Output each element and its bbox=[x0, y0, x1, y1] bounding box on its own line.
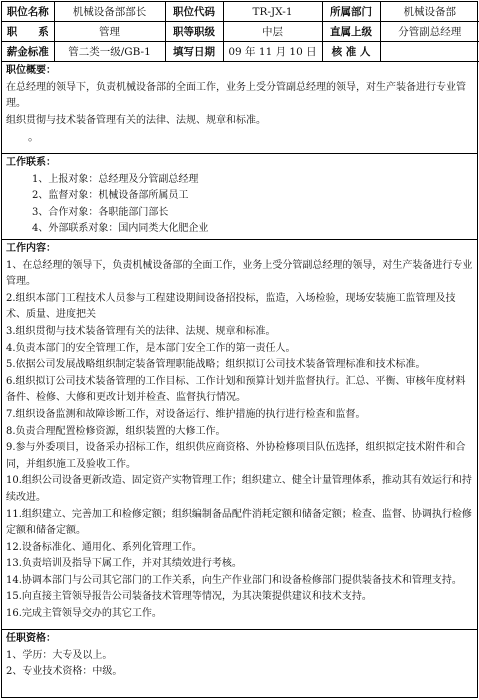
salary-label: 薪金标准 bbox=[2, 42, 54, 62]
grade-label: 职等职级 bbox=[165, 22, 223, 42]
qualifications-title: 任职资格： bbox=[6, 633, 56, 644]
overview-paragraph: 在总经理的领导下，负责机械设备部的全面工作，业务上受分管副总经理的领导，对生产装备进行专业管理。 bbox=[6, 81, 466, 110]
overview-title: 职位概要： bbox=[6, 65, 56, 76]
qualifications-section bbox=[2, 629, 477, 699]
header-row-3 bbox=[2, 42, 479, 62]
duty-item: 5.依据公司发展战略组织制定装备管理职能战略；组织拟订公司技术装备管理标准和技术标准。 bbox=[6, 359, 426, 371]
relations-item: 2、监督对象：机械设备部所属员工 bbox=[32, 190, 189, 202]
overview-section bbox=[2, 62, 477, 153]
grade-value: 中层 bbox=[223, 22, 322, 42]
department-value: 机械设备部 bbox=[380, 2, 479, 22]
title-value: 管理 bbox=[54, 22, 165, 42]
duty-item: 1、在总经理的领导下，负责机械设备部的全面工作，业务上受分管副总经理的领导，对生产装备进行专业管理。 bbox=[6, 259, 473, 288]
qualification-item: 1、学历：大专及以上。 bbox=[6, 649, 113, 661]
relations-item: 3、合作对象：各职能部门部长 bbox=[32, 206, 169, 218]
duty-item: 7.组织设备监测和故障诊断工作，对设备运行、维护措施的执行进行检查和监督。 bbox=[6, 408, 366, 420]
overview-bullet: 。 bbox=[28, 130, 39, 144]
duty-item: 6.组织拟订公司技术装备管理的工作目标、工作计划和预算计划并监督执行。汇总、平衡、审核年度材料备件、检修、大修和更改计划并检查、监督执行情况。 bbox=[6, 375, 466, 404]
qualification-item: 2、专业技术资格：中级。 bbox=[6, 666, 123, 678]
duty-item: 9.参与外委项目，设备采办招标工作，组织供应商资格、外协检修项目队伍选择，组织拟定技术附件和合同，并组织施工及验收工作。 bbox=[6, 442, 466, 470]
header-row-1 bbox=[2, 2, 479, 22]
superior-label: 直属上级 bbox=[322, 22, 380, 42]
overview-paragraph: 组织贯彻与技术装备管理有关的法律、法规、规章和标准。 bbox=[6, 114, 266, 126]
position-code-value: TR-JX-1 bbox=[223, 2, 322, 22]
department-label: 所属部门 bbox=[322, 2, 380, 22]
relations-title: 工作联系： bbox=[6, 157, 56, 168]
duties-title: 工作内容： bbox=[6, 243, 56, 254]
superior-value: 分管副总经理 bbox=[380, 22, 479, 42]
duty-item: 12.设备标准化、通用化、系列化管理工作。 bbox=[6, 541, 202, 553]
header-table bbox=[2, 2, 479, 62]
duty-item: 14.协调本部门与公司其它部门的工作关系，向生产作业部门和设备检修部门提供装备技术和管理支持。 bbox=[6, 574, 462, 586]
duty-item: 11.组织建立、完善加工和检修定额；组织编制备品配件消耗定额和储备定额；检查、监督、协调执行检修定额和储备定额。 bbox=[6, 508, 472, 537]
position-code-label: 职位代码 bbox=[165, 2, 223, 22]
duty-item: 4.负责本部门的安全管理工作，是本部门安全工作的第一责任人。 bbox=[6, 342, 296, 354]
date-label: 填写日期 bbox=[165, 42, 223, 62]
position-name-value: 机械设备部部长 bbox=[54, 2, 165, 22]
header-row-2 bbox=[2, 22, 479, 42]
duty-item: 3.组织贯彻与技术装备管理有关的法律、法规、规章和标准。 bbox=[6, 325, 276, 337]
relations-item: 1、上报对象：总经理及分管副总经理 bbox=[32, 173, 199, 185]
duty-item: 10.组织公司设备更新改造、固定资产实物管理工作；组织建立、健全计量管理体系，推动其有效运行和持续改进。 bbox=[6, 475, 472, 503]
date-value: 09 年 11 月 10 日 bbox=[223, 42, 322, 62]
approver-value bbox=[380, 42, 479, 62]
duty-item: 15.向直接主管领导报告公司装备技术管理等情况，为其决策提供建议和技术支持。 bbox=[6, 591, 372, 603]
relations-item: 4、外部联系对象：国内同类大化肥企业 bbox=[32, 223, 209, 235]
approver-label: 核 准 人 bbox=[322, 42, 380, 62]
duty-item: 2.组织本部门工程技术人员参与工程建设期间设备招投标，监造，入场检验，现场安装施工监管理及技术、质量、进度把关 bbox=[6, 292, 456, 321]
relations-section bbox=[2, 153, 477, 239]
salary-value: 管二类一级/GB-1 bbox=[54, 42, 165, 62]
job-description-sheet bbox=[1, 1, 478, 698]
position-name-label: 职位名称 bbox=[2, 2, 54, 22]
duty-item: 8.负责合理配置检修资源，组织装置的大修工作。 bbox=[6, 425, 226, 437]
duty-item: 16.完成主管领导交办的其它工作。 bbox=[6, 608, 162, 620]
duty-item: 13.负责培训及指导下属工作，并对其绩效进行考核。 bbox=[6, 558, 242, 570]
title-label: 职 系 bbox=[2, 22, 54, 42]
duties-section bbox=[2, 239, 477, 629]
